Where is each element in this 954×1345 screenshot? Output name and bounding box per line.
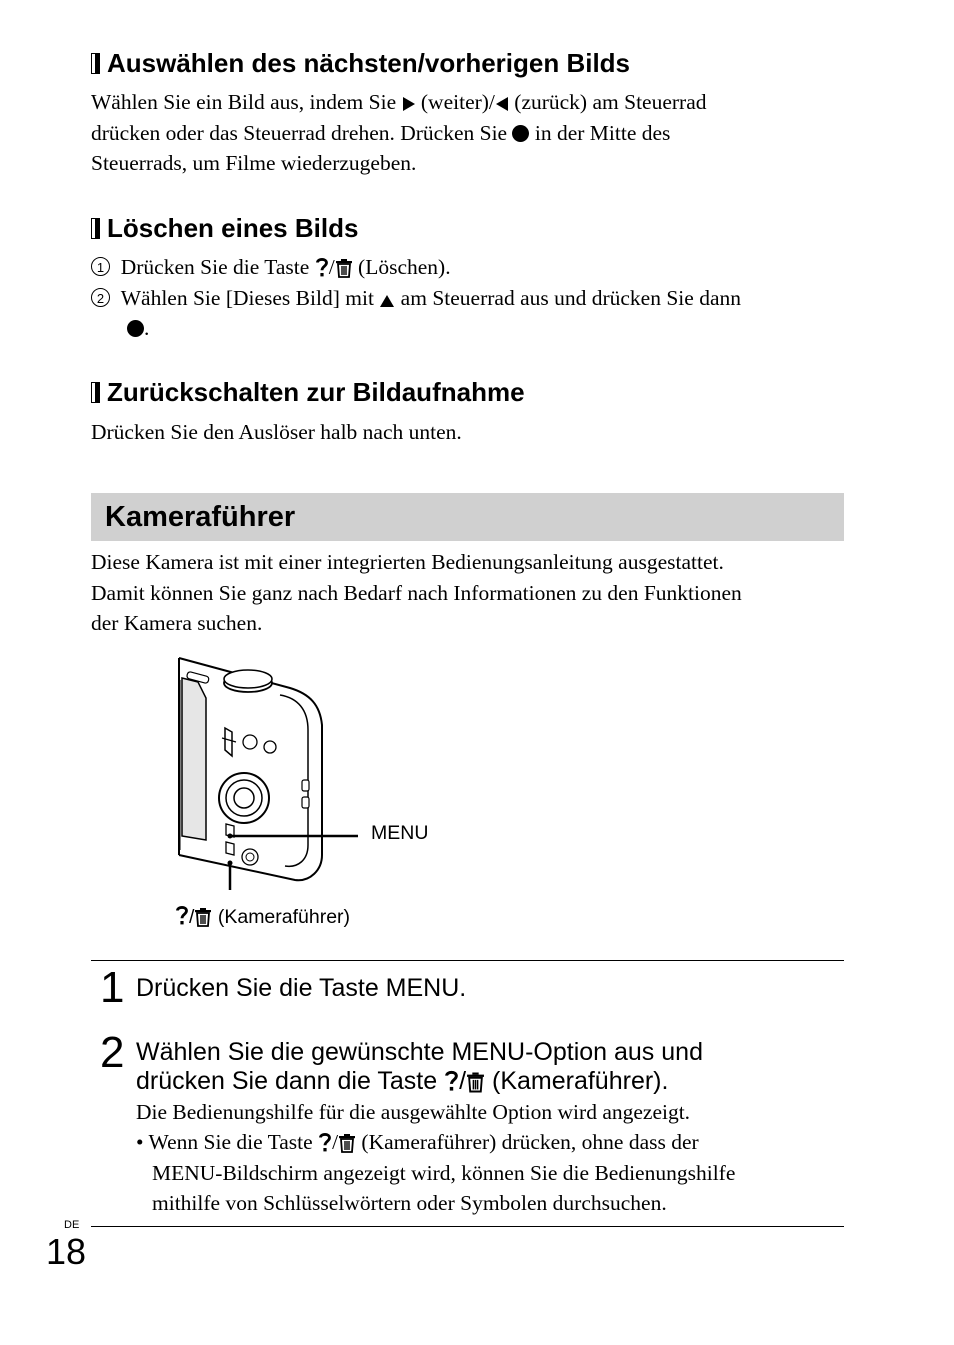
section-text-back-to-shooting: Drücken Sie den Auslöser halb nach unten. [91, 420, 462, 444]
menu-callout-label: MENU [371, 822, 429, 844]
list-item: 2 Wählen Sie [Dieses Bild] mit am Steuerrad aus und drücken Sie dann [91, 283, 851, 314]
trash-icon [194, 907, 212, 927]
question-mark-icon [315, 256, 329, 278]
text-line: der Kamera suchen. [91, 611, 263, 635]
step-2-note: Die Bedienungshilfe für die ausgewählte Option wird angezeigt. [136, 1100, 691, 1124]
text-line: drücken oder das Steuerrad drehen. Drücken Sie in der Mitte des [91, 120, 671, 145]
step-1-text: Drücken Sie die Taste MENU. [136, 974, 467, 1002]
divider [91, 960, 844, 961]
trash-icon [335, 258, 353, 278]
guide-callout-label: / (Kameraführer) [175, 903, 350, 929]
question-mark-icon [175, 903, 189, 927]
language-code: DE [64, 1219, 80, 1231]
text-line: Wählen Sie ein Bild aus, indem Sie (weiter)/ (zurück) am Steuerrad [91, 90, 707, 114]
step-2-bullet: • Wenn Sie die Taste / (Kameraführer) drücken, ohne dass der MENU-Bildschirm angezeigt wird, können Sie die Bedienungshilfe mithilfe von Schlüsselwörtern oder Symbolen durchsuchen. [136, 1130, 736, 1215]
triangle-up-icon [379, 293, 395, 309]
page-number: 18 [46, 1231, 87, 1272]
trash-icon [338, 1133, 356, 1153]
step-number-1: 1 [100, 963, 125, 1012]
text-line: Diese Kamera ist mit einer integrierten Bedienungsanleitung ausgestattet. [91, 550, 724, 574]
text-line: Steuerrads, um Filme wiederzugeben. [91, 151, 417, 175]
chapter-intro [91, 547, 851, 639]
list-item: 1 Drücken Sie die Taste / (Löschen). [91, 252, 851, 283]
step-number-badge: 1 [91, 257, 110, 276]
step-number-badge: 2 [91, 288, 110, 307]
center-button-dot-icon [127, 320, 144, 337]
section-marker-icon [91, 382, 100, 403]
camera-illustration [170, 650, 370, 890]
section-heading-delete: Löschen eines Bilds [91, 213, 358, 244]
delete-steps [91, 252, 851, 344]
footer-divider [91, 1226, 844, 1227]
question-mark-icon [444, 1068, 459, 1093]
section-heading-back-to-shooting: Zurückschalten zur Bildaufnahme [91, 377, 525, 408]
triangle-right-icon [402, 95, 416, 113]
question-mark-icon [318, 1131, 332, 1153]
text-line: Damit können Sie ganz nach Bedarf nach Informationen zu den Funktionen [91, 580, 742, 605]
step-2-text: Wählen Sie die gewünschte MENU-Option aus und drücken Sie dann die Taste / (Kameraführer). [136, 1038, 703, 1095]
trash-icon [466, 1071, 485, 1093]
section-marker-icon [91, 53, 100, 74]
list-item-continuation: . [91, 313, 851, 344]
bullet-icon: • [136, 1130, 144, 1154]
chapter-title: Kameraführer [105, 501, 296, 533]
step-number-2: 2 [100, 1028, 125, 1077]
triangle-left-icon [495, 95, 509, 113]
section-heading-next-prev: Auswählen des nächsten/vorherigen Bilds [91, 48, 630, 79]
section-text-next-prev [91, 87, 851, 179]
section-marker-icon [91, 218, 100, 239]
center-button-dot-icon [512, 125, 529, 142]
